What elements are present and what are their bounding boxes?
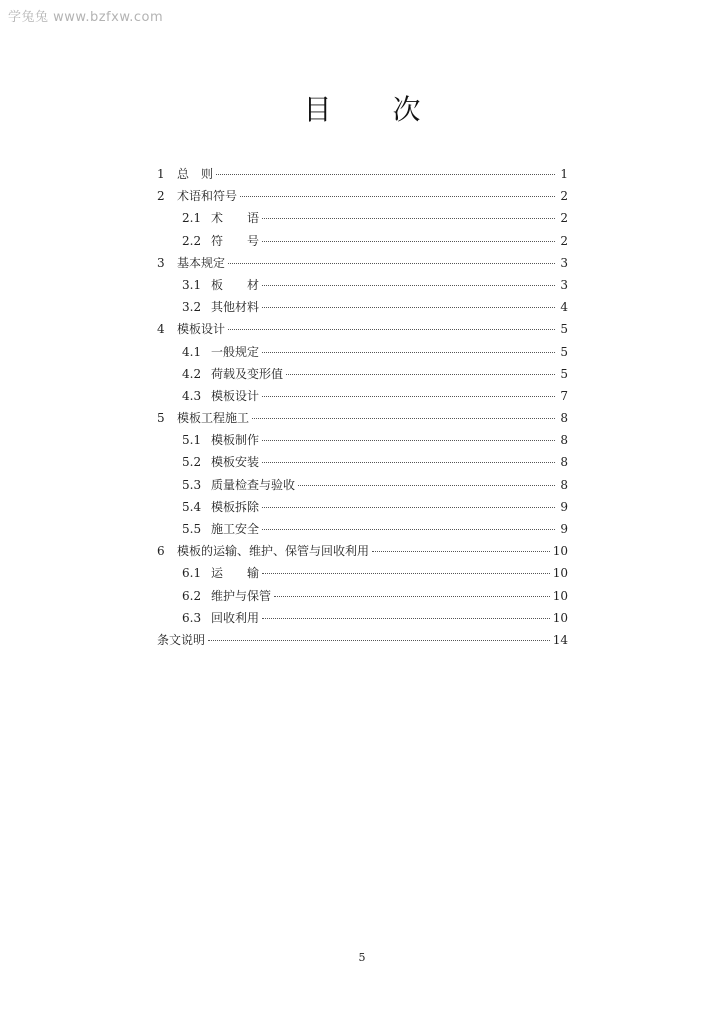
toc-entry-number: 5.4 xyxy=(182,499,202,514)
toc-entry-label: 模板工程施工 xyxy=(177,411,250,426)
toc-entry-label: 模板制作 xyxy=(211,433,260,448)
dot-leader xyxy=(262,462,555,463)
toc-entry-number: 4.3 xyxy=(182,388,202,403)
toc-entry-page: 10 xyxy=(552,566,568,581)
toc-entry-label: 回收利用 xyxy=(211,610,260,625)
dot-leader xyxy=(262,618,550,619)
toc-entry-label: 运 输 xyxy=(211,566,260,581)
toc-entry-number: 3 xyxy=(157,255,165,270)
dot-leader xyxy=(298,485,555,486)
toc-entry-page: 8 xyxy=(560,411,568,426)
dot-leader xyxy=(262,507,555,508)
toc-entry[interactable] xyxy=(157,385,568,407)
toc-entry-page: 3 xyxy=(560,255,568,270)
watermark: 学兔兔 www.bzfxw.com xyxy=(8,10,164,25)
toc-entry[interactable] xyxy=(157,429,568,451)
toc-entry-page: 10 xyxy=(552,610,568,625)
toc-entry[interactable] xyxy=(157,230,568,252)
toc-entry-label: 术语和符号 xyxy=(177,189,238,204)
page-number: 5 xyxy=(358,951,366,964)
toc-entry-number: 6 xyxy=(157,544,165,559)
toc-entry[interactable] xyxy=(157,451,568,473)
toc-entry[interactable] xyxy=(157,474,568,496)
toc-entry[interactable] xyxy=(157,540,568,562)
dot-leader xyxy=(216,174,555,175)
toc-entry-page: 9 xyxy=(560,499,568,514)
dot-leader xyxy=(262,352,555,353)
toc-entry-number: 6.3 xyxy=(182,610,202,625)
toc-entry-page: 5 xyxy=(560,344,568,359)
toc-entry-number: 5 xyxy=(157,411,165,426)
toc-entry-label: 维护与保管 xyxy=(211,588,272,603)
toc-entry-page: 4 xyxy=(560,300,568,315)
toc-entry[interactable] xyxy=(157,407,568,429)
toc-entry-number: 5.5 xyxy=(182,522,202,536)
toc-entry-page: 8 xyxy=(560,455,568,470)
dot-leader xyxy=(208,640,550,641)
toc-entry-page: 1 xyxy=(560,167,568,181)
toc-entry-label: 施工安全 xyxy=(211,522,260,536)
toc-entry-label: 荷载及变形值 xyxy=(211,366,284,381)
dot-leader xyxy=(228,329,555,330)
dot-leader xyxy=(228,263,555,264)
dot-leader xyxy=(262,529,555,530)
dot-leader xyxy=(262,307,555,308)
toc-entry-page: 2 xyxy=(560,211,568,226)
table-of-contents xyxy=(157,163,568,651)
dot-leader xyxy=(286,374,555,375)
toc-entry-page: 8 xyxy=(560,433,568,448)
toc-entry[interactable] xyxy=(157,629,568,651)
toc-entry-page: 2 xyxy=(560,189,568,204)
toc-entry-page: 10 xyxy=(552,544,568,559)
toc-entry-number: 4 xyxy=(157,322,165,337)
toc-entry[interactable] xyxy=(157,363,568,385)
toc-entry-number: 5.3 xyxy=(182,477,202,492)
toc-entry-number: 4.1 xyxy=(182,344,202,359)
toc-entry-number: 1 xyxy=(157,167,165,181)
dot-leader xyxy=(240,196,555,197)
toc-entry-number: 3.2 xyxy=(182,300,202,315)
toc-entry-number: 4.2 xyxy=(182,366,202,381)
toc-entry[interactable] xyxy=(157,341,568,363)
dot-leader xyxy=(372,551,550,552)
dot-leader xyxy=(262,285,555,286)
toc-entry-page: 5 xyxy=(560,366,568,381)
toc-entry-label: 模板设计 xyxy=(177,322,226,337)
toc-entry[interactable] xyxy=(157,207,568,229)
dot-leader xyxy=(262,218,555,219)
toc-entry[interactable] xyxy=(157,318,568,340)
toc-entry-page: 8 xyxy=(560,477,568,492)
toc-entry-page: 14 xyxy=(552,632,568,647)
dot-leader xyxy=(262,440,555,441)
dot-leader xyxy=(262,573,550,574)
toc-entry-label: 质量检查与验收 xyxy=(211,477,296,492)
toc-entry[interactable] xyxy=(157,252,568,274)
toc-entry-page: 9 xyxy=(560,522,568,536)
toc-entry[interactable] xyxy=(157,562,568,584)
dot-leader xyxy=(262,241,555,242)
toc-entry-number: 5.1 xyxy=(182,433,202,448)
toc-entry[interactable] xyxy=(157,274,568,296)
toc-entry[interactable] xyxy=(157,518,568,540)
toc-entry-number: 5.2 xyxy=(182,455,202,470)
toc-entry[interactable] xyxy=(157,185,568,207)
toc-entry-page: 3 xyxy=(560,277,568,292)
toc-entry[interactable] xyxy=(157,496,568,518)
toc-entry-number: 6.1 xyxy=(182,566,202,581)
toc-entry-label: 模板拆除 xyxy=(211,499,260,514)
toc-entry[interactable] xyxy=(157,607,568,629)
toc-entry-number: 6.2 xyxy=(182,588,202,603)
toc-entry-page: 5 xyxy=(560,322,568,337)
toc-entry-number: 3.1 xyxy=(182,277,202,292)
dot-leader xyxy=(252,418,555,419)
toc-entry-label: 一般规定 xyxy=(211,344,260,359)
toc-entry-page: 2 xyxy=(560,233,568,248)
toc-entry-label: 条文说明 xyxy=(157,632,206,647)
toc-entry-label: 其他材料 xyxy=(211,300,260,315)
toc-entry-number: 2.1 xyxy=(182,211,202,226)
page-title: 目 次 xyxy=(303,93,447,126)
toc-entry-label: 术 语 xyxy=(211,211,260,226)
toc-entry-label: 符 号 xyxy=(211,233,260,248)
dot-leader xyxy=(274,596,550,597)
toc-entry-page: 10 xyxy=(552,588,568,603)
toc-entry[interactable] xyxy=(157,163,568,185)
toc-entry-label: 板 材 xyxy=(211,277,260,292)
toc-entry-number: 2 xyxy=(157,189,165,204)
toc-entry[interactable] xyxy=(157,585,568,607)
dot-leader xyxy=(262,396,555,397)
toc-entry-number: 2.2 xyxy=(182,233,202,248)
toc-entry-label: 模板设计 xyxy=(211,388,260,403)
toc-entry-label: 模板的运输、维护、保管与回收利用 xyxy=(177,544,370,559)
toc-entry-page: 7 xyxy=(560,388,568,403)
toc-entry-label: 模板安装 xyxy=(211,455,260,470)
toc-entry[interactable] xyxy=(157,296,568,318)
toc-entry-label: 基本规定 xyxy=(177,255,226,270)
toc-entry-label: 总 则 xyxy=(177,167,214,181)
